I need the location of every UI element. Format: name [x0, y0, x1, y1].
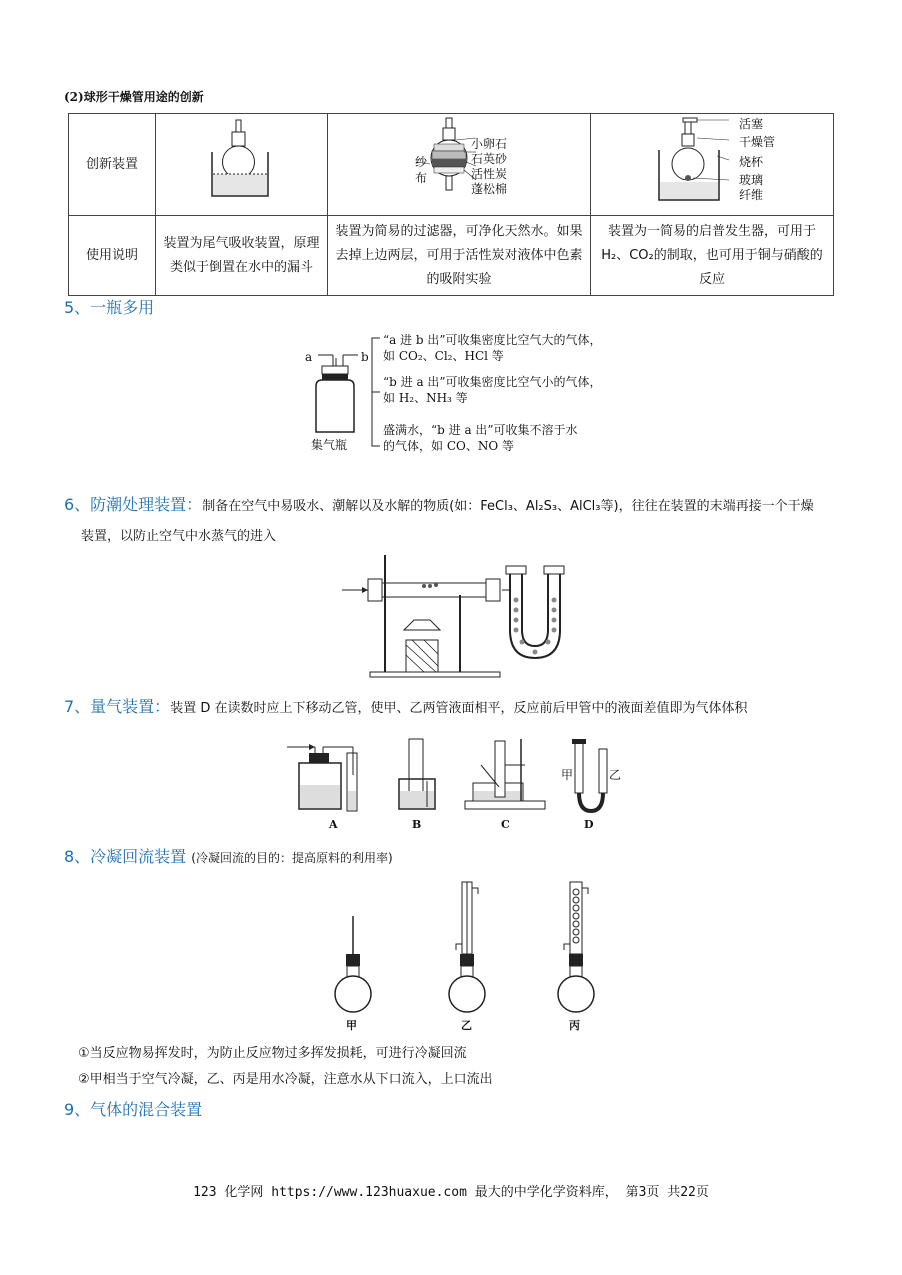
- section-7-text: 装置 D 在读数时应上下移动乙管，使甲、乙两管液面相平，反应前后甲管中的液面差值即为气体体积: [170, 701, 748, 716]
- section-8-purpose: (冷凝回流的目的：提高原料的利用率): [191, 851, 393, 865]
- device-2-figure: [328, 114, 591, 216]
- fig-label-bing: 丙: [569, 1019, 580, 1032]
- label-beaker: 烧杯: [739, 155, 764, 169]
- fig-label-c: C: [501, 818, 510, 831]
- note-water-fill: [383, 422, 578, 454]
- section-9-heading: 9、气体的混合装置: [64, 1100, 203, 1119]
- innovation-table: [68, 113, 834, 296]
- note3-line1: 盛满水，“b 进 a 出”可收集不溶于水: [383, 423, 578, 437]
- section-8-heading: 8、冷凝回流装置: [64, 847, 187, 866]
- bracket-icon: [368, 336, 382, 456]
- label-gauze: 纱布: [414, 155, 427, 185]
- note-b-in-a-out: [383, 374, 602, 406]
- fig-label-d: D: [584, 818, 594, 831]
- fig-label-a: A: [329, 818, 338, 831]
- section-7-heading: 7、量气装置：: [64, 697, 171, 716]
- device-3-description: 装置为一简易的启普发生器，可用于H₂、CO₂的制取，也可用于铜与硝酸的反应: [591, 216, 834, 296]
- section-8-point-1: ①当反应物易挥发时，为防止反应物过多挥发损耗，可进行冷凝回流: [78, 1046, 467, 1061]
- bottle-label: 集气瓶: [311, 438, 348, 452]
- section-6-text-line1: 制备在空气中易吸水、潮解以及水解的物质(如：FeCl₃、Al₂S₃、AlCl₃等)，往往在装置的末端再接一个干燥: [202, 499, 814, 514]
- table-row-header-usage: 使用说明: [69, 216, 156, 296]
- table-row-header-device: 创新装置: [69, 114, 156, 216]
- note3-line2: 的气体，如 CO、NO 等: [383, 439, 514, 453]
- section-8: [64, 844, 393, 871]
- fig-label-jia: 甲: [346, 1019, 357, 1032]
- device-1-description: 装置为尾气吸收装置，原理类似于倒置在水中的漏斗: [156, 216, 328, 296]
- section-5-heading: 5、一瓶多用: [64, 298, 155, 317]
- label-fiber: 纤维: [739, 188, 764, 202]
- label-stopcock: 活塞: [739, 117, 764, 131]
- page-footer: 123 化学网 https://www.123huaxue.com 最大的中学化学资料库， 第3页 共22页: [193, 1185, 709, 1200]
- label-glass: 玻璃: [739, 173, 764, 187]
- tail-gas-absorber-diagram: [202, 116, 282, 204]
- label-cotton: 蓬松棉: [471, 182, 508, 196]
- note1-line1: “a 进 b 出”可收集密度比空气大的气体，: [383, 333, 602, 347]
- section-6-text-line2: 装置，以防止空气中水蒸气的进入: [81, 529, 277, 544]
- device-1-figure: [156, 114, 328, 216]
- note2-line1: “b 进 a 出”可收集密度比空气小的气体，: [383, 375, 602, 389]
- reflux-condenser-diagram: [330, 878, 600, 1018]
- tube-jia-label: 甲: [561, 768, 574, 782]
- label-drying-tube: 干燥管: [739, 135, 776, 149]
- label-quartz-sand: 石英砂: [471, 152, 508, 166]
- fig-label-b: B: [412, 818, 422, 831]
- section-7: [64, 695, 854, 721]
- note1-line2: 如 CO₂、Cl₂、HCl 等: [383, 349, 504, 363]
- label-activated-carbon: 活性炭: [471, 167, 508, 181]
- fig-label-yi: 乙: [461, 1019, 472, 1032]
- subsection-title: (2)球形干燥管用途的创新: [64, 90, 204, 104]
- device-3-figure: [591, 114, 834, 216]
- port-b-label: b: [361, 350, 369, 364]
- note-a-in-b-out: [383, 332, 602, 364]
- section-8-points: [78, 1041, 493, 1093]
- label-pebbles: 小卵石: [471, 137, 508, 151]
- section-6-heading: 6、防潮处理装置：: [64, 495, 203, 514]
- gas-measuring-apparatus-diagram: [285, 735, 625, 817]
- section-8-point-2: ②甲相当于空气冷凝，乙、丙是用水冷凝，注意水从下口流入，上口流出: [78, 1072, 493, 1087]
- tube-yi-label: 乙: [609, 768, 622, 782]
- port-a-label: a: [305, 350, 313, 364]
- moisture-proof-apparatus-diagram: [340, 550, 580, 680]
- device-2-description: 装置为简易的过滤器，可净化天然水。如果去掉上边两层，可用于活性炭对液体中色素的吸附实验: [328, 216, 591, 296]
- section-6: [64, 490, 844, 552]
- note2-line2: 如 H₂、NH₃ 等: [383, 391, 468, 405]
